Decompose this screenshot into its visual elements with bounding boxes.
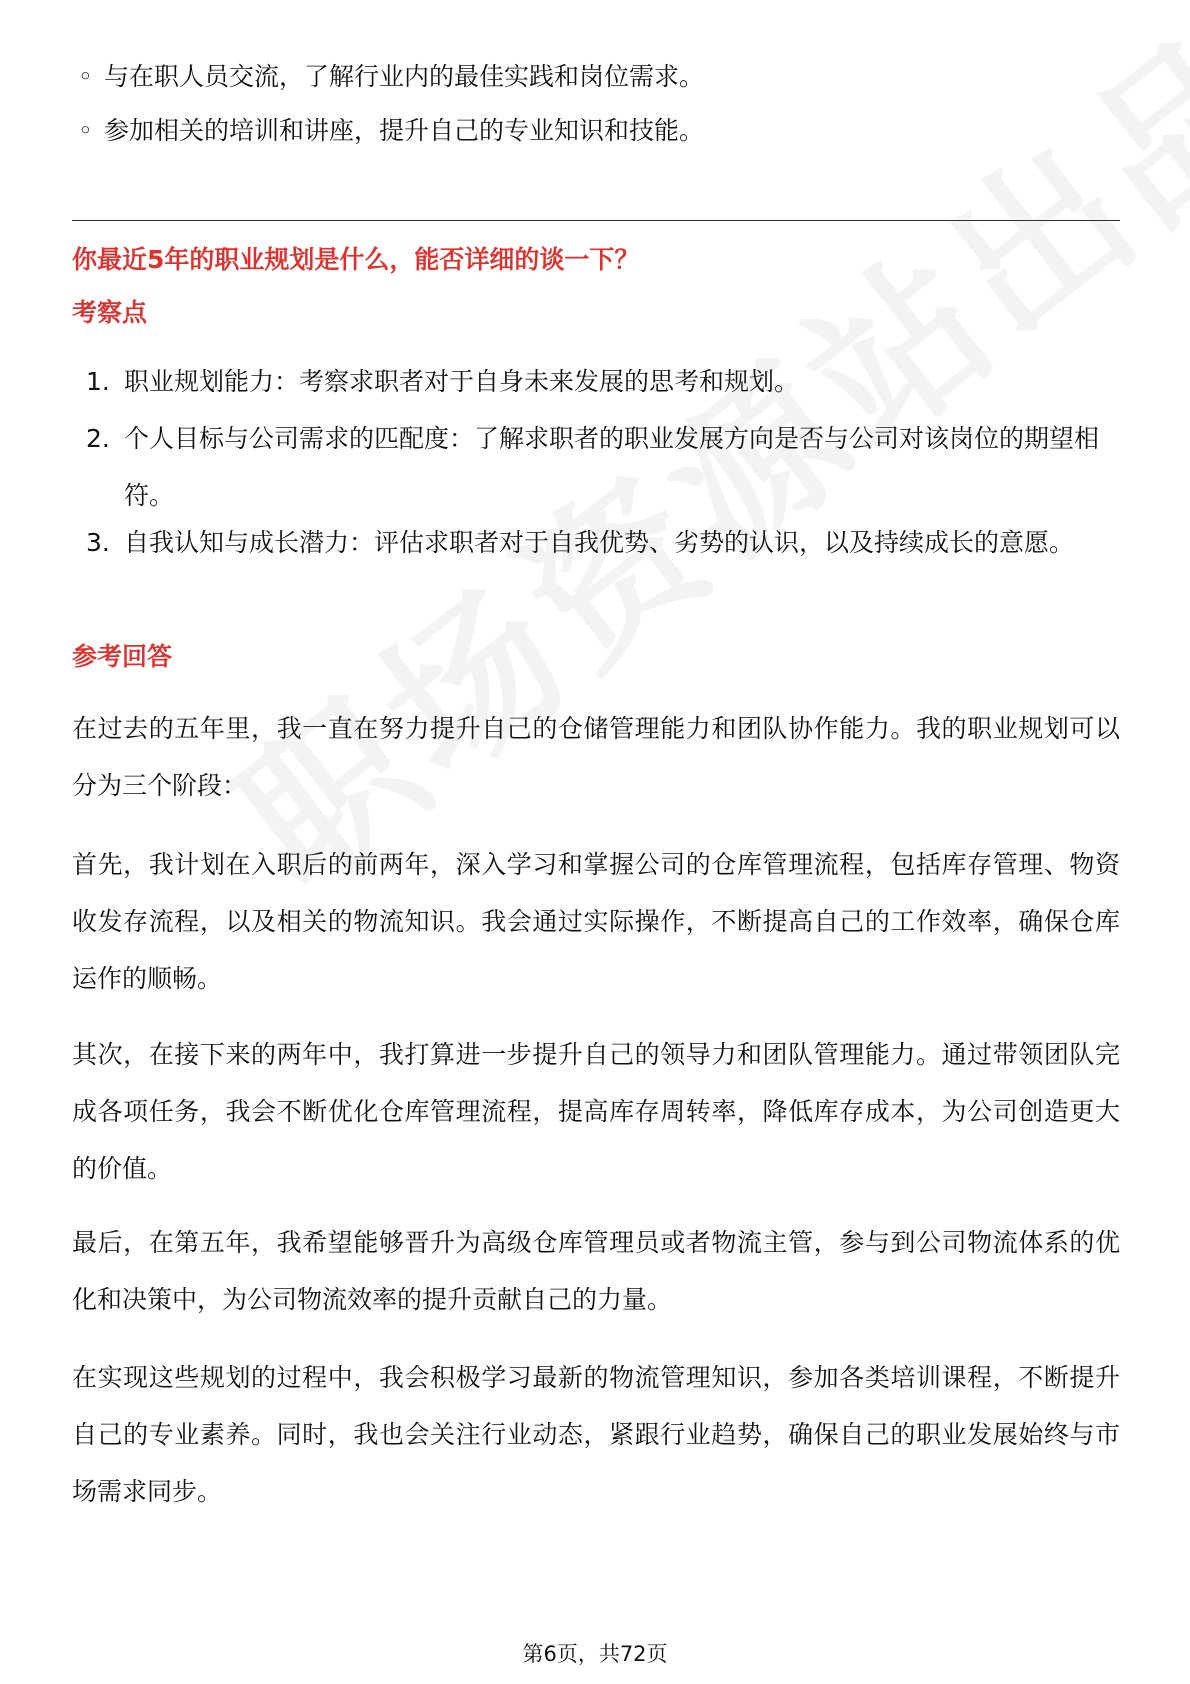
- bullet-text: 与在职人员交流，了解行业内的最佳实践和岗位需求。: [104, 62, 705, 91]
- item-text: 职业规划能力：考察求职者对于自身未来发展的思考和规划。: [124, 367, 800, 396]
- list-item: [78, 60, 704, 94]
- bullet-text: 参加相关的培训和讲座，提升自己的专业知识和技能。: [104, 116, 705, 145]
- list-item: [78, 114, 704, 148]
- assessment-heading: 考察点: [72, 298, 148, 327]
- answer-paragraph: 其次，在接下来的两年中，我打算进一步提升自己的领导力和团队管理能力。通过带领团队完成各项任务，我会不断优化仓库管理流程，提高库存周转率，降低库存成本，为公司创造更大的价值。: [72, 1040, 1120, 1183]
- page-number: 第6页，共72页: [522, 1642, 668, 1666]
- answer-paragraph: 最后，在第五年，我希望能够晋升为高级仓库管理员或者物流主管，参与到公司物流体系的优化和决策中，为公司物流效率的提升贡献自己的力量。: [72, 1228, 1120, 1314]
- assessment-item: [86, 353, 1120, 410]
- question-title: 你最近5年的职业规划是什么，能否详细的谈一下？: [72, 245, 640, 274]
- assessment-item: [86, 410, 1120, 524]
- answer-heading: 参考回答: [72, 642, 173, 671]
- item-text: 自我认知与成长潜力：评估求职者对于自我优势、劣势的认识，以及持续成长的意愿。: [124, 528, 1075, 557]
- divider: [72, 220, 1120, 221]
- item-text: 个人目标与公司需求的匹配度：了解求职者的职业发展方向是否与公司对该岗位的期望相符。: [124, 424, 1100, 510]
- item-number: 1.: [86, 367, 110, 396]
- answer-paragraph: 在过去的五年里，我一直在努力提升自己的仓储管理能力和团队协作能力。我的职业规划可以分为三个阶段：: [72, 714, 1120, 800]
- item-number: 2.: [86, 424, 110, 453]
- answer-paragraph: 在实现这些规划的过程中，我会积极学习最新的物流管理知识，参加各类培训课程，不断提升自己的专业素养。同时，我也会关注行业动态，紧跟行业趋势，确保自己的职业发展始终与市场需求同步。: [72, 1363, 1120, 1506]
- answer-paragraph: 首先，我计划在入职后的前两年，深入学习和掌握公司的仓库管理流程，包括库存管理、物资收发存流程，以及相关的物流知识。我会通过实际操作，不断提高自己的工作效率，确保仓库运作的顺畅。: [72, 850, 1120, 993]
- assessment-item: [86, 514, 1120, 571]
- bullet-icon: ◦: [78, 116, 93, 145]
- bullet-icon: ◦: [78, 62, 93, 91]
- item-number: 3.: [86, 528, 110, 557]
